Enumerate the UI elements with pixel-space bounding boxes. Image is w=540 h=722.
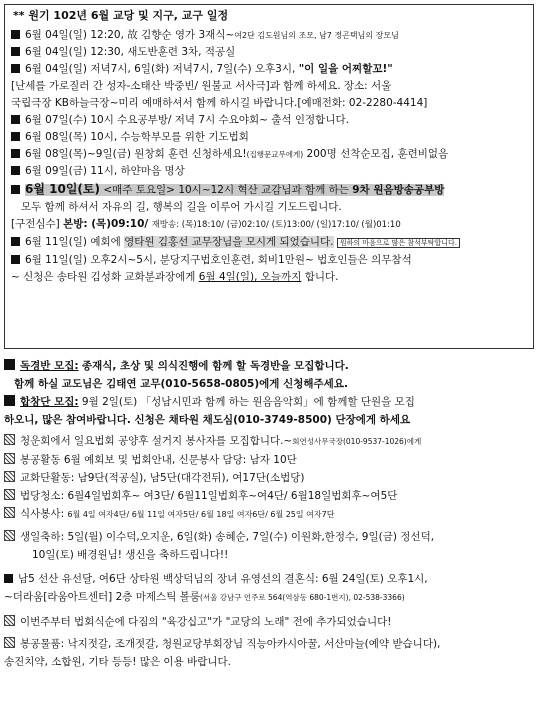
schedule-item: 6월 08일(목)~9일(금) 원창회 훈련 신청하세요!(집행문교무에게) 200명 선착순모집, 훈련비없음	[11, 146, 529, 163]
bullet-square-icon	[4, 395, 15, 406]
hatched-bullet-icon	[4, 434, 15, 445]
schedule-title: ** 원기 102년 6월 교당 및 지구, 교구 일정	[13, 9, 229, 22]
schedule-item-cont: [난세를 가로질러 간 성자-소태산 박중빈/ 원불교 서사극]과 함께 하세요. 장소: 서울	[11, 80, 392, 92]
notice-item: 남5 선산 유선달, 여6단 상타원 백상덕님의 장녀 유영선의 결혼식: 6월 24일(토) 오후1시,	[4, 570, 534, 588]
bullet-square-icon	[11, 255, 20, 264]
recruit-item: 합창단 모집: 9월 2일(토) 「성남시민과 함께 하는 원음음악회」에 함께할 단원을 모집	[4, 393, 534, 411]
featured-line2: 모두 함께 하셔서 자유의 길, 행복의 길을 이루어 가시길 기도드립니다.	[21, 201, 342, 213]
notice-item: 교화단활동: 남9단(적공실), 남5단(대각전뒤), 여17단(소법당)	[4, 469, 534, 487]
hatched-bullet-icon	[4, 471, 15, 482]
notice-item: 생일축하: 5일(월) 이수덕,오지운, 6일(화) 송혜순, 7일(수) 이원화,한정수, 9일(금) 정선덕,	[4, 528, 534, 546]
recruit-item: 독경반 모집: 종재식, 초상 및 의식진행에 함께 할 독경반을 모집합니다.	[4, 357, 534, 375]
hatched-bullet-icon	[4, 453, 15, 464]
recruit-line2: 하오니, 많은 참여바랍니다. 신청은 채타원 채도심(010-3749-8500) 단장에게 하세요	[4, 414, 411, 426]
notice-item: 봉공활동 6월 예회보 및 법회안내, 신문봉사 담당: 남자 10단	[4, 451, 534, 469]
notice-line2: 10일(토) 배경원님! 생신을 축하드립니다!!	[32, 549, 229, 561]
schedule-item: 6월 04일(일) 저녁7시, 6일(화) 저녁7시, 7일(수) 오후3시, "이 일을 어찌할꼬!"	[11, 61, 529, 78]
bullet-square-icon	[11, 47, 20, 56]
bullet-square-icon	[4, 359, 15, 370]
notice-line2: 송진치약, 소합원, 기타 등등! 많은 이용 바랍니다.	[4, 656, 231, 668]
notice-item: 식사봉사: 6월 4일 여자4단/ 6월 11일 여자5단/ 6월 18일 여자6단/ 6월 25일 여자7단	[4, 505, 534, 524]
bullet-square-icon	[11, 185, 20, 194]
schedule-box	[4, 4, 534, 349]
rerun-line: [구전심수] 본방: (목)09:10/ 재방송: (목)18:10/ (금)02:10/ (토)13:00/ (일)17:10/ (월)01:10	[11, 218, 401, 230]
notice-line2: ~더라움[라움아트센터] 2층 마제스틱 볼룸(서울 강남구 언주로 564(역삼동 680-1번지), 02-538-3366)	[4, 591, 405, 603]
hatched-bullet-icon	[4, 489, 15, 500]
schedule-item: 6월 11일(일) 예회에 영타원 김홍선 교무장님을 모시게 되었습니다. 원하의 마음으로 많은 참석부탁합니다.	[11, 234, 529, 252]
notice-item: 이번주부터 법회식순에 다짐의 "육강십고"가 "교당의 노래" 전에 추가되었습니다!	[4, 613, 534, 631]
schedule-item-cont: 국립극장 KB하늘극장~미리 예매하셔서 함께 하시길 바랍니다.[예매전화: 02-2280-4414]	[11, 97, 428, 109]
bullet-square-icon	[11, 115, 20, 124]
notice-item: 청운회에서 일요법회 공양후 설거지 봉사자를 모집합니다.~회연성사무국장(010-9537-1026)에게	[4, 432, 534, 451]
schedule-item: 6월 04일(일) 12:30, 새도반훈련 3차, 적공실	[11, 44, 529, 61]
recruit-section	[4, 357, 534, 429]
hatched-bullet-icon	[4, 637, 15, 648]
hatched-bullet-icon	[4, 530, 15, 541]
bullet-square-icon	[4, 574, 13, 583]
bullet-square-icon	[11, 166, 20, 175]
notice-item: 봉공물품: 낙지젓갈, 조개젓갈, 청원교당부회장님 직능아카시아꿀, 서산마늘(예약 받습니다),	[4, 635, 534, 653]
bullet-square-icon	[11, 30, 20, 39]
notice-section	[4, 432, 534, 671]
bullet-square-icon	[11, 132, 20, 141]
schedule-item: 6월 07일(수) 10시 수요공부방/ 저녁 7시 수요야회~ 출석 인정합니다.	[11, 112, 529, 129]
bullet-square-icon	[11, 237, 20, 246]
bulletin-page	[4, 4, 534, 671]
bullet-square-icon	[11, 149, 20, 158]
schedule-item: 6월 08일(목) 10시, 수능학부모를 위한 기도법회	[11, 129, 529, 146]
featured-item: 6월 10일(토) <매주 토요일> 10시~12시 혁산 교감님과 함께 하는 9차 원음방송공부방	[11, 180, 529, 199]
hatched-bullet-icon	[4, 507, 15, 518]
bullet-square-icon	[11, 64, 20, 73]
schedule-item: 6월 04일(일) 12:20, 故 김향순 영가 3재식~여2단 김도원님의 조모, 남7 정곤택님의 장모님	[11, 27, 529, 44]
hatched-bullet-icon	[4, 615, 15, 626]
schedule-item-cont: ~ 신청은 송타원 김성화 교화분과장에게 6월 4일(일), 오늘까지 합니다.	[11, 271, 339, 283]
recruit-line2: 함께 하실 교도님은 김태연 교무(010-5658-0805)에게 신청해주세요.	[14, 378, 348, 390]
schedule-item: 6월 09일(금) 11시, 하얀마음 명상	[11, 163, 529, 180]
schedule-item: 6월 11일(일) 오후2시~5시, 분당지구법호인훈련, 회비1만원~ 법호인들은 의무참석	[11, 252, 529, 269]
notice-item: 법당청소: 6월4일법회후~ 여3단/ 6월11일법회후~여4단/ 6월18일법회후~여5단	[4, 487, 534, 505]
